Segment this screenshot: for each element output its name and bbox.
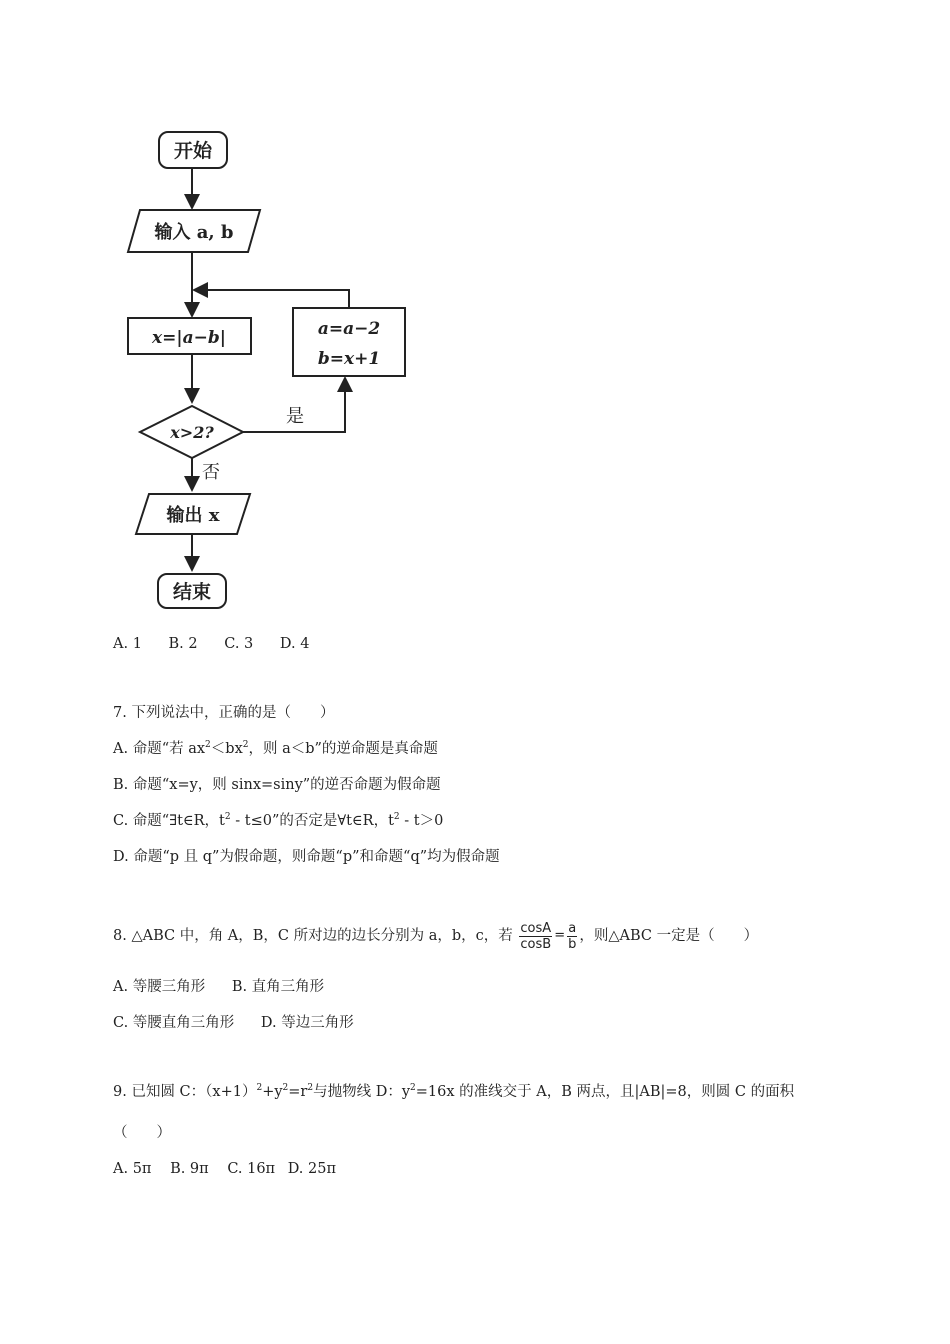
no-label: 否 xyxy=(202,462,220,483)
q8-fraction-cos: $\frac{\cos A}{\cos B}$ xyxy=(520,920,552,952)
end-label: 结束 xyxy=(172,581,212,603)
q8-option-b: B. 直角三角形 xyxy=(231,979,325,995)
q9-stem: 9. 已知圆 C：$(x+1)^2+y^2=r^2$与抛物线 D：$y^2=16x$ 的准线交于 A，B 两点，且|AB|=8，则圆 C 的面积 xyxy=(113,1083,795,1100)
q9-option-a: A. 5π xyxy=(113,1161,152,1177)
assign-label: x=|a−b| xyxy=(152,328,226,348)
q6-option-a: A. 1 xyxy=(113,636,142,652)
output-label: 输出 x xyxy=(166,505,220,526)
yes-label: 是 xyxy=(286,406,304,427)
q7-option-d: D. 命题“p 且 q”为假命题，则命题“p”和命题“q”均为假命题 xyxy=(113,849,500,865)
q6-option-d: D. 4 xyxy=(279,636,310,652)
q6-option-b: B. 2 xyxy=(168,636,198,652)
q8-option-d: D. 等边三角形 xyxy=(260,1015,354,1031)
decision-label: x>2? xyxy=(170,423,214,442)
q8-option-a: A. 等腰三角形 xyxy=(113,979,206,995)
q6-option-c: C. 3 xyxy=(224,636,254,652)
q7-option-c: C. 命题“∃t∈R，$t^2 - t\le 0$”的否定是∀t∈R，$t^2 - t>0$ xyxy=(113,812,444,829)
update-a-label: a=a−2 xyxy=(317,319,381,339)
flowchart xyxy=(112,122,417,622)
q9-paren: （ ） xyxy=(113,1125,171,1141)
q9-option-c: C. 16π xyxy=(227,1161,276,1177)
q6-options xyxy=(113,634,331,654)
q9-option-d: D. 25π xyxy=(287,1161,337,1177)
q9-option-b: B. 9π xyxy=(170,1161,209,1177)
q7-stem: 7. 下列说法中，正确的是（ ） xyxy=(113,705,335,721)
q8-option-c: C. 等腰直角三角形 xyxy=(113,1015,235,1031)
q8-options-row2 xyxy=(113,1013,376,1033)
start-label: 开始 xyxy=(173,140,213,162)
q8-options-row1 xyxy=(113,977,346,997)
input-label: 输入 a, b xyxy=(154,222,234,243)
update-b-label: b=x+1 xyxy=(317,349,381,369)
q7-option-a: A. 命题“若 $ax^2<bx^2$，则 a＜b”的逆命题是真命题 xyxy=(113,740,438,757)
q7-option-b: B. 命题“x=y，则 sinx=siny”的逆否命题为假命题 xyxy=(113,777,441,793)
q8-stem: 8. △ABC 中，角 A，B，C 所对边的边长分别为 a，b，c，若 $\frac{\cos A}{\cos B}$ = $\frac{a}{b}$ ，则△ABC 一定是（ ） xyxy=(113,920,759,952)
q8-fraction-ab: $\frac{a}{b}$ xyxy=(568,920,577,952)
q9-options xyxy=(113,1159,358,1179)
